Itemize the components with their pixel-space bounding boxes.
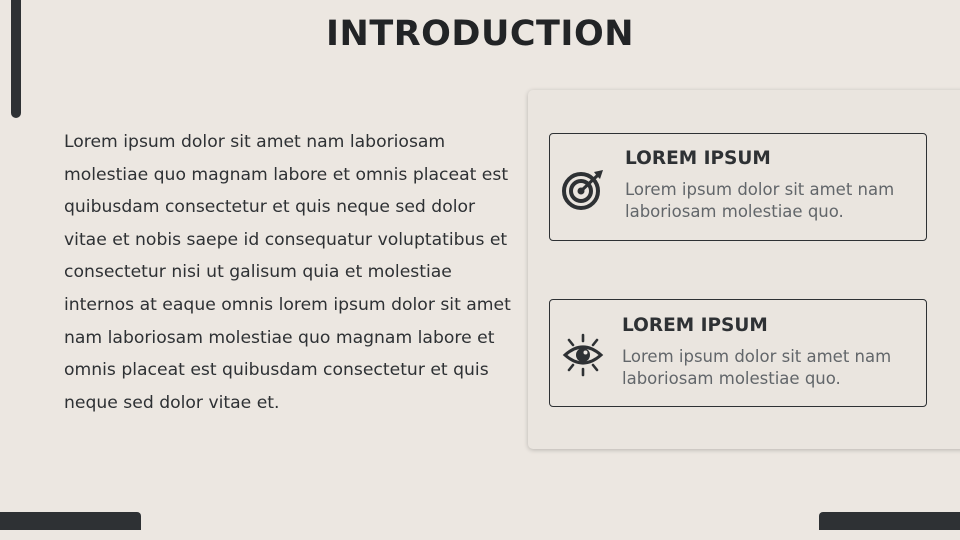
target-icon (561, 167, 605, 211)
card-heading: LOREM IPSUM (622, 315, 768, 336)
decorative-footer-bar-left (0, 512, 141, 530)
info-card-target (549, 133, 927, 241)
body-paragraph: Lorem ipsum dolor sit amet nam laboriosam molestiae quo magnam labore et omnis placeat est quibusdam consectetur et quis neque sed dolor vitae et nobis saepe id consequatur voluptatibus et consectetur nisi ut galisum quia et molestiae internos at eaque omnis lorem ipsum dolor sit amet nam laboriosam molestiae quo magnam labore et omnis placeat est quibusdam consectetur et quis neque sed dolor vitae et. (64, 132, 511, 413)
info-card-eye (549, 299, 927, 407)
decorative-footer-bar-right (819, 512, 960, 530)
card-description: Lorem ipsum dolor sit amet nam laboriosam molestiae quo. (625, 180, 895, 221)
eye-icon (561, 333, 605, 377)
card-description: Lorem ipsum dolor sit amet nam laboriosam molestiae quo. (622, 347, 892, 388)
slide-title: INTRODUCTION (326, 14, 634, 54)
card-heading: LOREM IPSUM (625, 148, 771, 169)
